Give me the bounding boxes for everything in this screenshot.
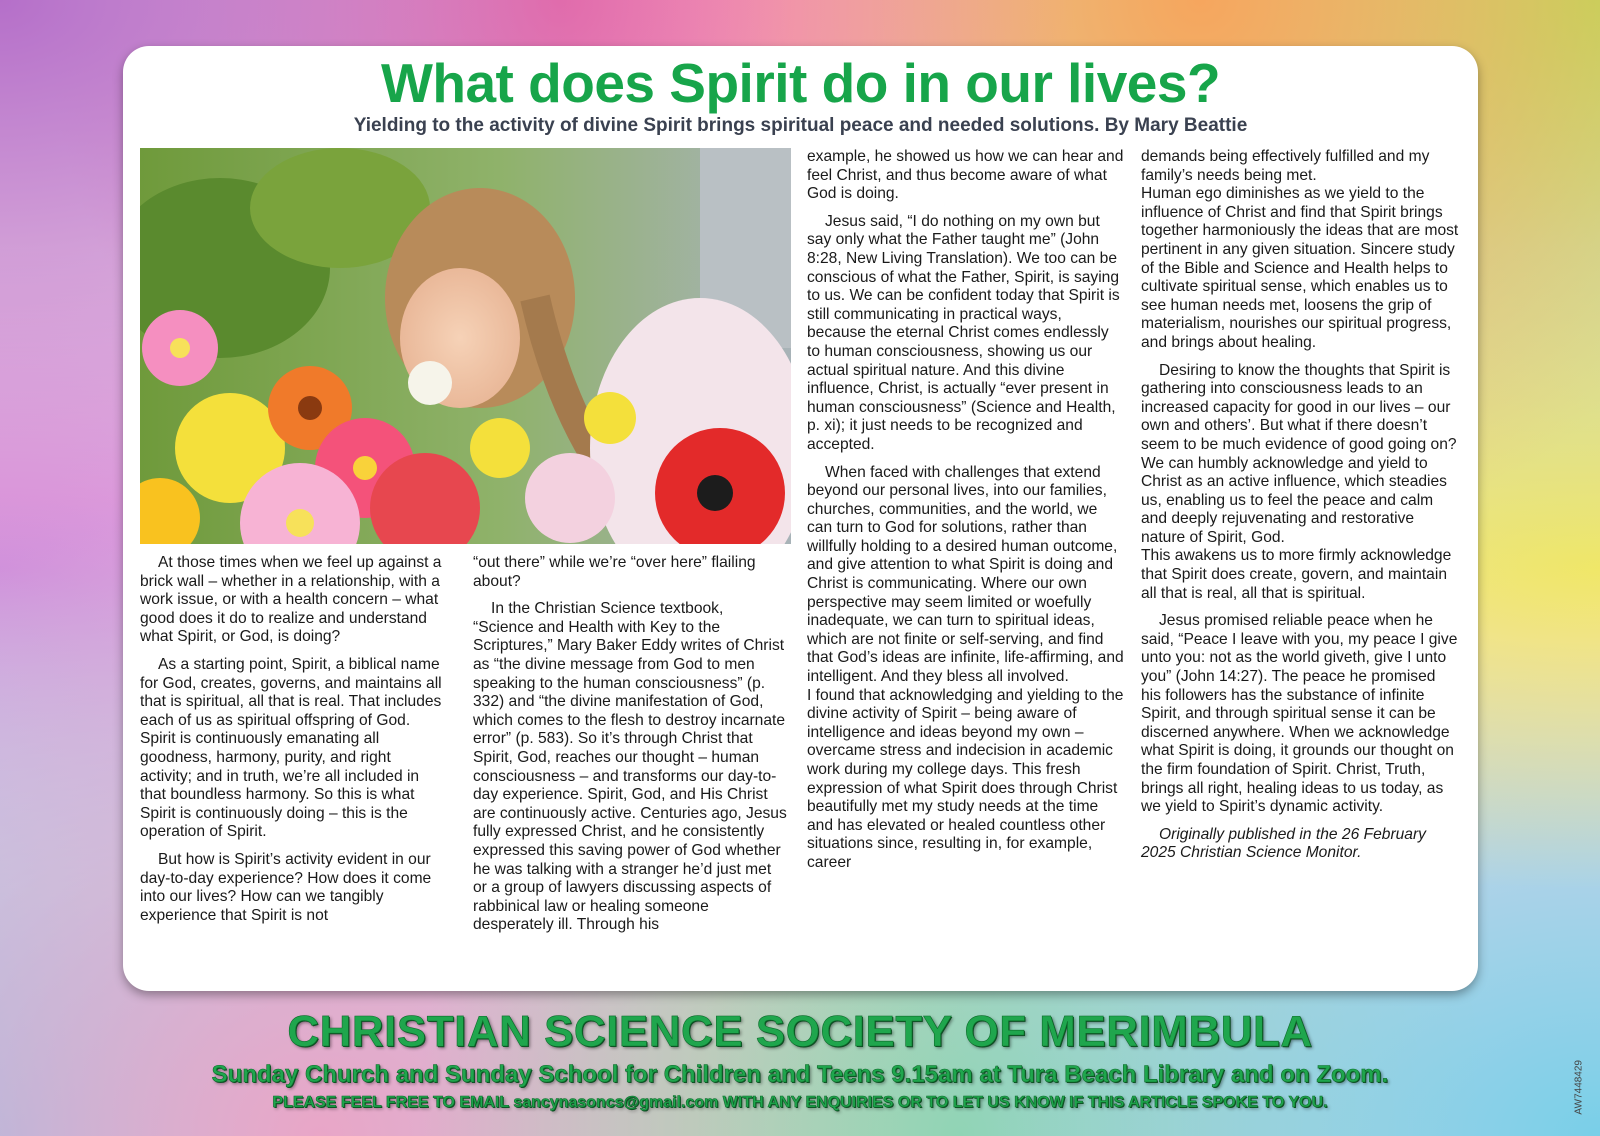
article-card (123, 46, 1478, 991)
article-column-2 (473, 554, 788, 944)
girl-smelling-flowers-photo (140, 148, 791, 544)
paragraph: But how is Spirit’s activity evident in our day-to-day experience? How does it come into our lives? How can we tangibly experience that Spirit is not (140, 850, 432, 924)
contact-line: PLEASE FEEL FREE TO EMAIL sancynasoncs@gmail.com WITH ANY ENQUIRIES OR TO LET US KNOW IF THIS ARTICLE SPOKE TO YOU. (272, 1094, 1328, 1111)
article-column-3 (807, 148, 1125, 882)
article-column-1 (140, 554, 446, 934)
paragraph: Jesus said, “I do nothing on my own but say only what the Father taught me” (John 8:28, New Living Translation). We too can be conscious of what the Father, Spirit, is saying to us. We can be confident today that Spirit is still communicating in practical ways, because the eternal Christ comes endlessly to human consciousness, showing us our actual spiritual nature. And this divine influence, Christ, is actually “ever present in human consciousness” (Science and Health, p. xi); it just needs to be recognized and accepted. (807, 212, 1120, 453)
publication-note: Originally published in the 26 February 2025 Christian Science Monitor. (1141, 825, 1426, 862)
paragraph: Desiring to know the thoughts that Spirit is gathering into consciousness leads to an increased capacity for good in our lives – our own and others’. But what if there doesn’t seem to be much evidence of good going on? We can humbly acknowledge and yield to Christ as an active influence, which steadies us, enabling us to feel the peace and calm and deeply rejuvenating and restorative nature of Spirit, God. (1141, 361, 1457, 546)
paragraph: demands being effectively fulfilled and my family’s needs being met. (1141, 148, 1430, 184)
paragraph: This awakens us to more firmly acknowledge that Spirit does create, govern, and maintain all that is real, all that is spiritual. (1141, 547, 1452, 602)
article-title: What does Spirit do in our lives? (380, 52, 1221, 114)
paragraph: At those times when we feel up against a brick wall – whether in a relationship, with a work issue, or with a health concern – what good does it do to realize and understand what Spirit, or God, is doing? (140, 554, 442, 646)
paragraph: In the Christian Science textbook, “Science and Health with Key to the Scriptures,” Mary Baker Eddy writes of Christ as “the divine message from God to men speaking to the human consciousness” (p. 332) and “the divine manifestation of God, which comes to the flesh to destroy incarnate error” (p. 583). So it’s through Christ that Spirit, God, reaches our thought – human consciousness – and transforms our day-to-day experience. Spirit, God, and His Christ are continuously active. Centuries ago, Jesus fully expressed Christ, and he consistently expressed this saving power of God whether he was talking with a stranger he’d just met or a group of lawyers discussing aspects of rabbinical law or healing someone desperately ill. Through his (473, 600, 787, 934)
article-subtitle: Yielding to the activity of divine Spirit brings spiritual peace and needed solutions. By Mary Beattie (353, 115, 1248, 136)
paragraph: As a starting point, Spirit, a biblical name for God, creates, governs, and maintains all that is spiritual, all that is real. That includes each of us as spiritual offspring of God. Spirit is continuously emanating all goodness, harmony, purity, and right activity; and in truth, we’re all included in that boundless harmony. So this is what Spirit is continuously doing – this is the operation of Spirit. (140, 655, 442, 841)
article-column-4 (1141, 148, 1459, 872)
paragraph: “out there” while we’re “over here” flailing about? (473, 554, 756, 590)
ad-code: AW7448429 (1574, 1060, 1585, 1115)
society-name: CHRISTIAN SCIENCE SOCIETY OF MERIMBULA (287, 1007, 1313, 1056)
paragraph: When faced with challenges that extend beyond our personal lives, into our families, churches, communities, and the world, we can turn to God for solutions, rather than willfully holding to a desired human outcome, and give attention to what Spirit is doing and Christ is communicating. Where our own perspective may seem limited or woefully inadequate, we can turn to spiritual ideas, which are not finite or self-serving, and find that God’s ideas are infinite, life-affirming, and intelligent. And they bless all involved. (807, 463, 1124, 686)
service-times: Sunday Church and Sunday School for Children and Teens 9.15am at Tura Beach Library and on Zoom. (211, 1061, 1389, 1088)
paragraph: example, he showed us how we can hear and feel Christ, and thus become aware of what God is doing. (807, 148, 1124, 203)
paragraph: Jesus promised reliable peace when he said, “Peace I leave with you, my peace I give unto you: not as the world giveth, give I unto you” (John 14:27). The peace he promised his followers has the substance of infinite Spirit, and through spiritual sense it can be discerned anywhere. When we acknowledge what Spirit is doing, it grounds our thought on the firm foundation of Spirit. Christ, Truth, brings all right, healing ideas to us today, as we yield to Spirit’s dynamic activity. (1141, 612, 1458, 816)
paragraph: I found that acknowledging and yielding to the divine activity of Spirit – being aware of intelligence and ideas beyond my own – overcame stress and indecision in academic work during my college days. This fresh expression of what Spirit does through Christ beautifully met my study needs at the time and has elevated or healed countless other situations since, resulting in, for example, career (807, 686, 1124, 871)
paragraph: Human ego diminishes as we yield to the influence of Christ and find that Spirit brings together harmoniously the ideas that are most pertinent in any given situation. Sincere study of the Bible and Science and Health helps to cultivate spiritual sense, which enables us to see human needs met, loosens the grip of materialism, nourishes our spiritual progress, and brings about healing. (1141, 185, 1459, 351)
